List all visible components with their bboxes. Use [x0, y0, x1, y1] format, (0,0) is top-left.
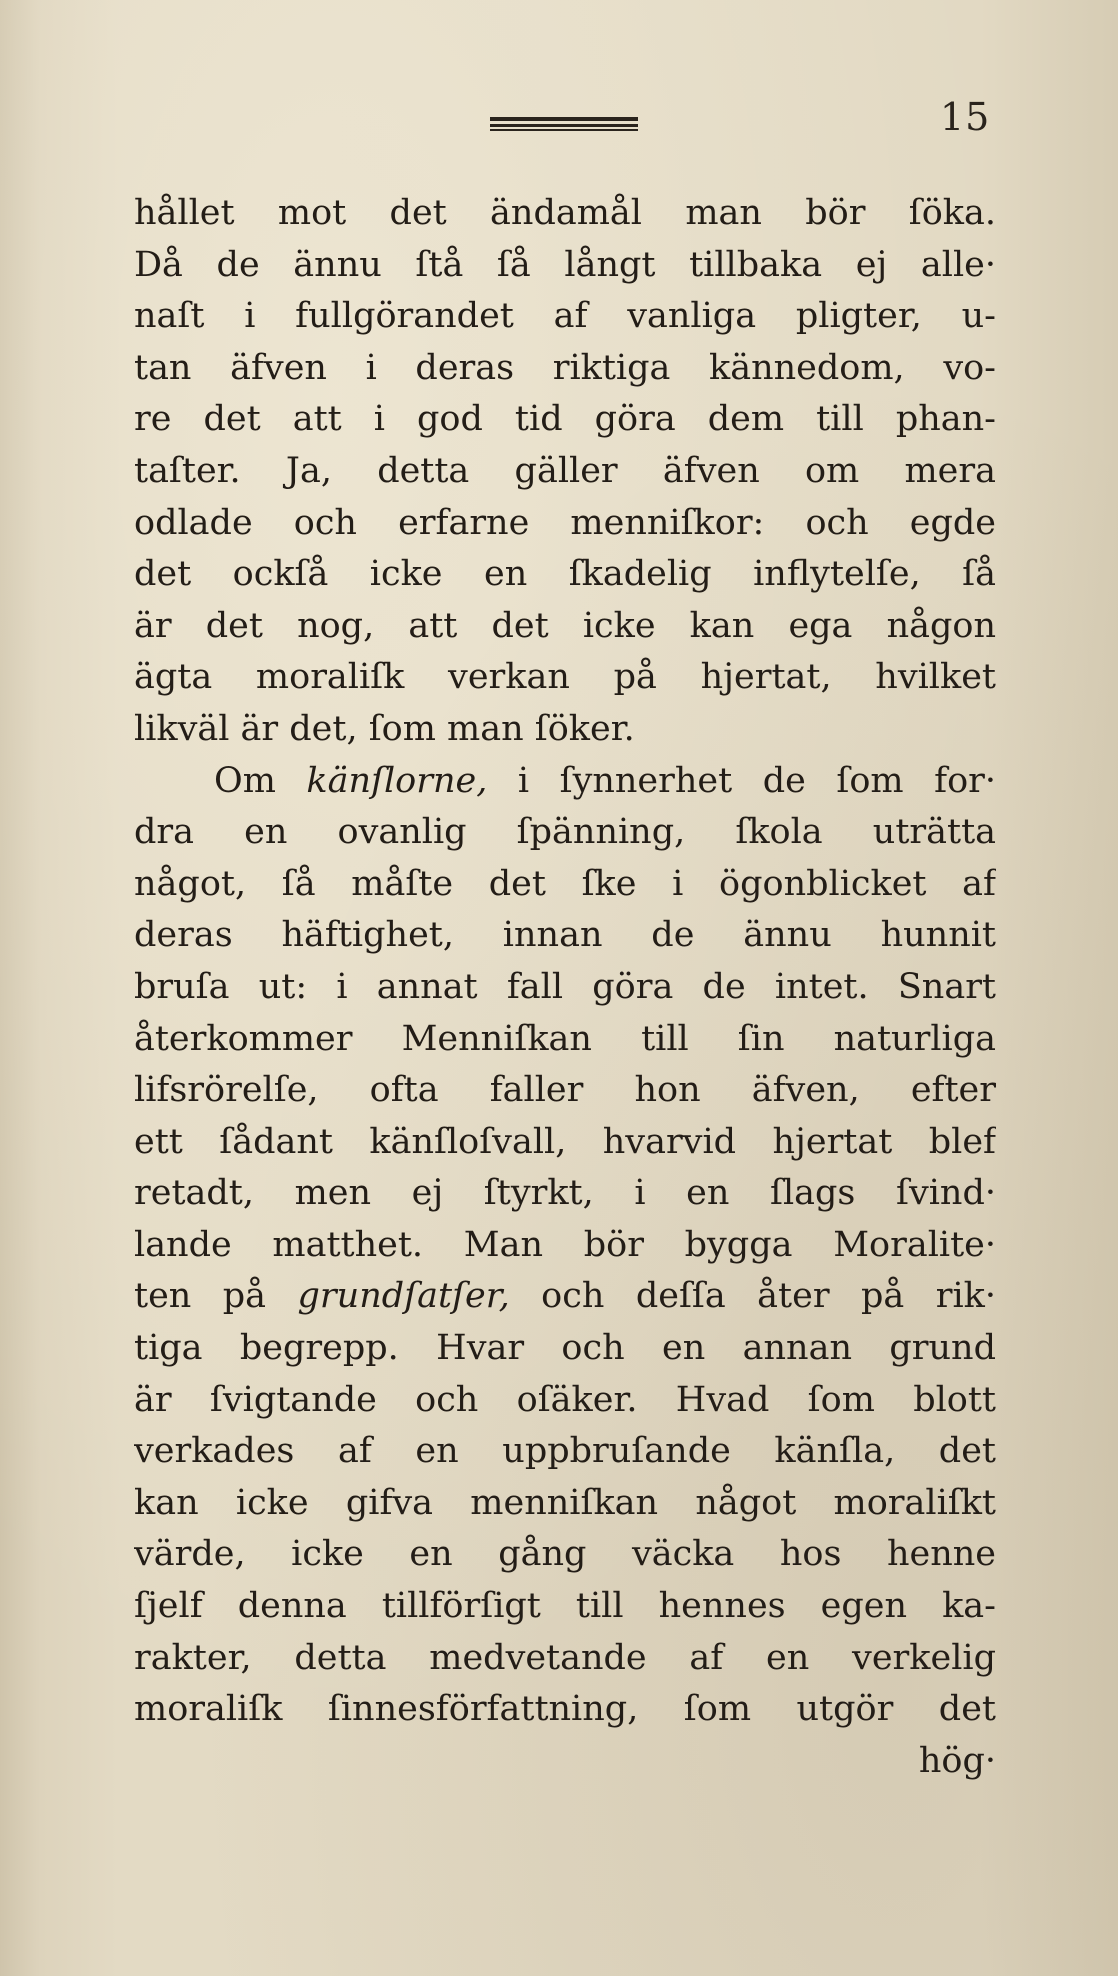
text-segment: naſt i fullgörandet af vanliga pligter, u-	[134, 296, 996, 337]
text-segment: rakter, detta medvetande af en verkelig	[134, 1637, 996, 1678]
text-segment: hållet mot det ändamål man bör ſöka.	[134, 193, 996, 233]
text-line	[134, 1014, 996, 1066]
text-line	[134, 1684, 996, 1736]
text-segment: likväl är det, ſom man ſöker.	[134, 708, 635, 749]
text-segment: återkommer Menniſkan till ſin naturliga	[134, 1018, 996, 1059]
text-segment: Om	[214, 760, 307, 801]
text-segment: moraliſk ſinnesförfattning, ſom utgör det	[134, 1689, 996, 1730]
rule-line	[490, 129, 638, 131]
text-line	[134, 1426, 996, 1478]
text-segment: i ſynnerhet de ſom for·	[487, 760, 996, 801]
italic-text: grundſatſer,	[297, 1276, 510, 1317]
text-segment: retadt, men ej ſtyrkt, i en ſlags ſvind·	[134, 1173, 996, 1214]
rule-line	[490, 117, 638, 121]
italic-text: känſlorne,	[306, 760, 488, 801]
body-text	[134, 188, 996, 1787]
text-line	[134, 1168, 996, 1220]
text-line	[134, 859, 996, 911]
text-line	[134, 807, 996, 859]
text-segment: värde, icke en gång väcka hos henne	[134, 1534, 996, 1575]
text-line	[134, 1375, 996, 1427]
text-line	[134, 652, 996, 704]
text-segment: ten på	[134, 1276, 298, 1317]
text-segment: Då de ännu ſtå ſå långt tillbaka ej alle·	[134, 244, 996, 285]
text-line	[134, 756, 996, 808]
text-segment: ett ſådant känſloſvall, hvarvid hjertat blef	[134, 1121, 996, 1162]
text-line	[134, 601, 996, 653]
text-line	[134, 549, 996, 601]
text-line	[134, 1633, 996, 1685]
text-segment: taſter. Ja, detta gäller äfven om mera	[134, 450, 996, 491]
text-segment: kan icke gifva menniſkan något moraliſkt	[134, 1482, 996, 1523]
text-segment: deras häftighet, innan de ännu hunnit	[134, 915, 996, 956]
text-segment: och deſſa åter på rik·	[509, 1276, 996, 1317]
text-line	[134, 1220, 996, 1272]
text-line	[134, 704, 996, 756]
page-number: 15	[940, 95, 991, 139]
text-line	[134, 1581, 996, 1633]
text-line	[134, 1323, 996, 1375]
text-line	[134, 240, 996, 292]
text-segment: odlade och erfarne menniſkor: och egde	[134, 502, 996, 543]
text-line	[134, 394, 996, 446]
text-segment: det ockſå icke en ſkadelig inflytelſe, ſå	[134, 554, 996, 595]
text-line	[134, 910, 996, 962]
text-segment: tiga begrepp. Hvar och en annan grund	[134, 1328, 996, 1369]
text-line	[134, 1271, 996, 1323]
text-segment: bruſa ut: i annat fall göra de intet. Snart	[134, 966, 996, 1007]
header-ornament-rule	[490, 117, 638, 131]
text-line	[134, 291, 996, 343]
text-line	[134, 1065, 996, 1117]
text-line	[134, 446, 996, 498]
text-segment: är det nog, att det icke kan ega någon	[134, 605, 996, 646]
text-line	[134, 343, 996, 395]
text-segment: något, ſå måſte det ſke i ögonblicket af	[134, 863, 996, 904]
text-line	[134, 1529, 996, 1581]
text-segment: dra en ovanlig ſpänning, ſkola uträtta	[134, 812, 996, 853]
text-segment: ſjelf denna tillförſigt till hennes egen ka-	[134, 1586, 996, 1627]
text-line	[134, 962, 996, 1014]
text-line	[134, 1478, 996, 1530]
text-segment: är ſvigtande och oſäker. Hvad ſom blott	[134, 1379, 996, 1420]
rule-line	[490, 124, 638, 127]
text-segment: lifsrörelſe, ofta faller hon äfven, efter	[134, 1070, 996, 1111]
text-line	[134, 188, 996, 240]
text-segment: tan äfven i deras riktiga kännedom, vo-	[134, 347, 996, 388]
text-segment: lande matthet. Man bör bygga Moralite·	[134, 1224, 996, 1265]
text-segment: re det att i god tid göra dem till phan-	[134, 399, 996, 440]
text-line	[134, 1117, 996, 1169]
text-segment: ägta moraliſk verkan på hjertat, hvilket	[134, 657, 996, 698]
text-segment: hög·	[918, 1740, 996, 1781]
text-line	[134, 498, 996, 550]
text-segment: verkades af en uppbruſande känſla, det	[134, 1431, 996, 1472]
catchword	[134, 1736, 996, 1788]
